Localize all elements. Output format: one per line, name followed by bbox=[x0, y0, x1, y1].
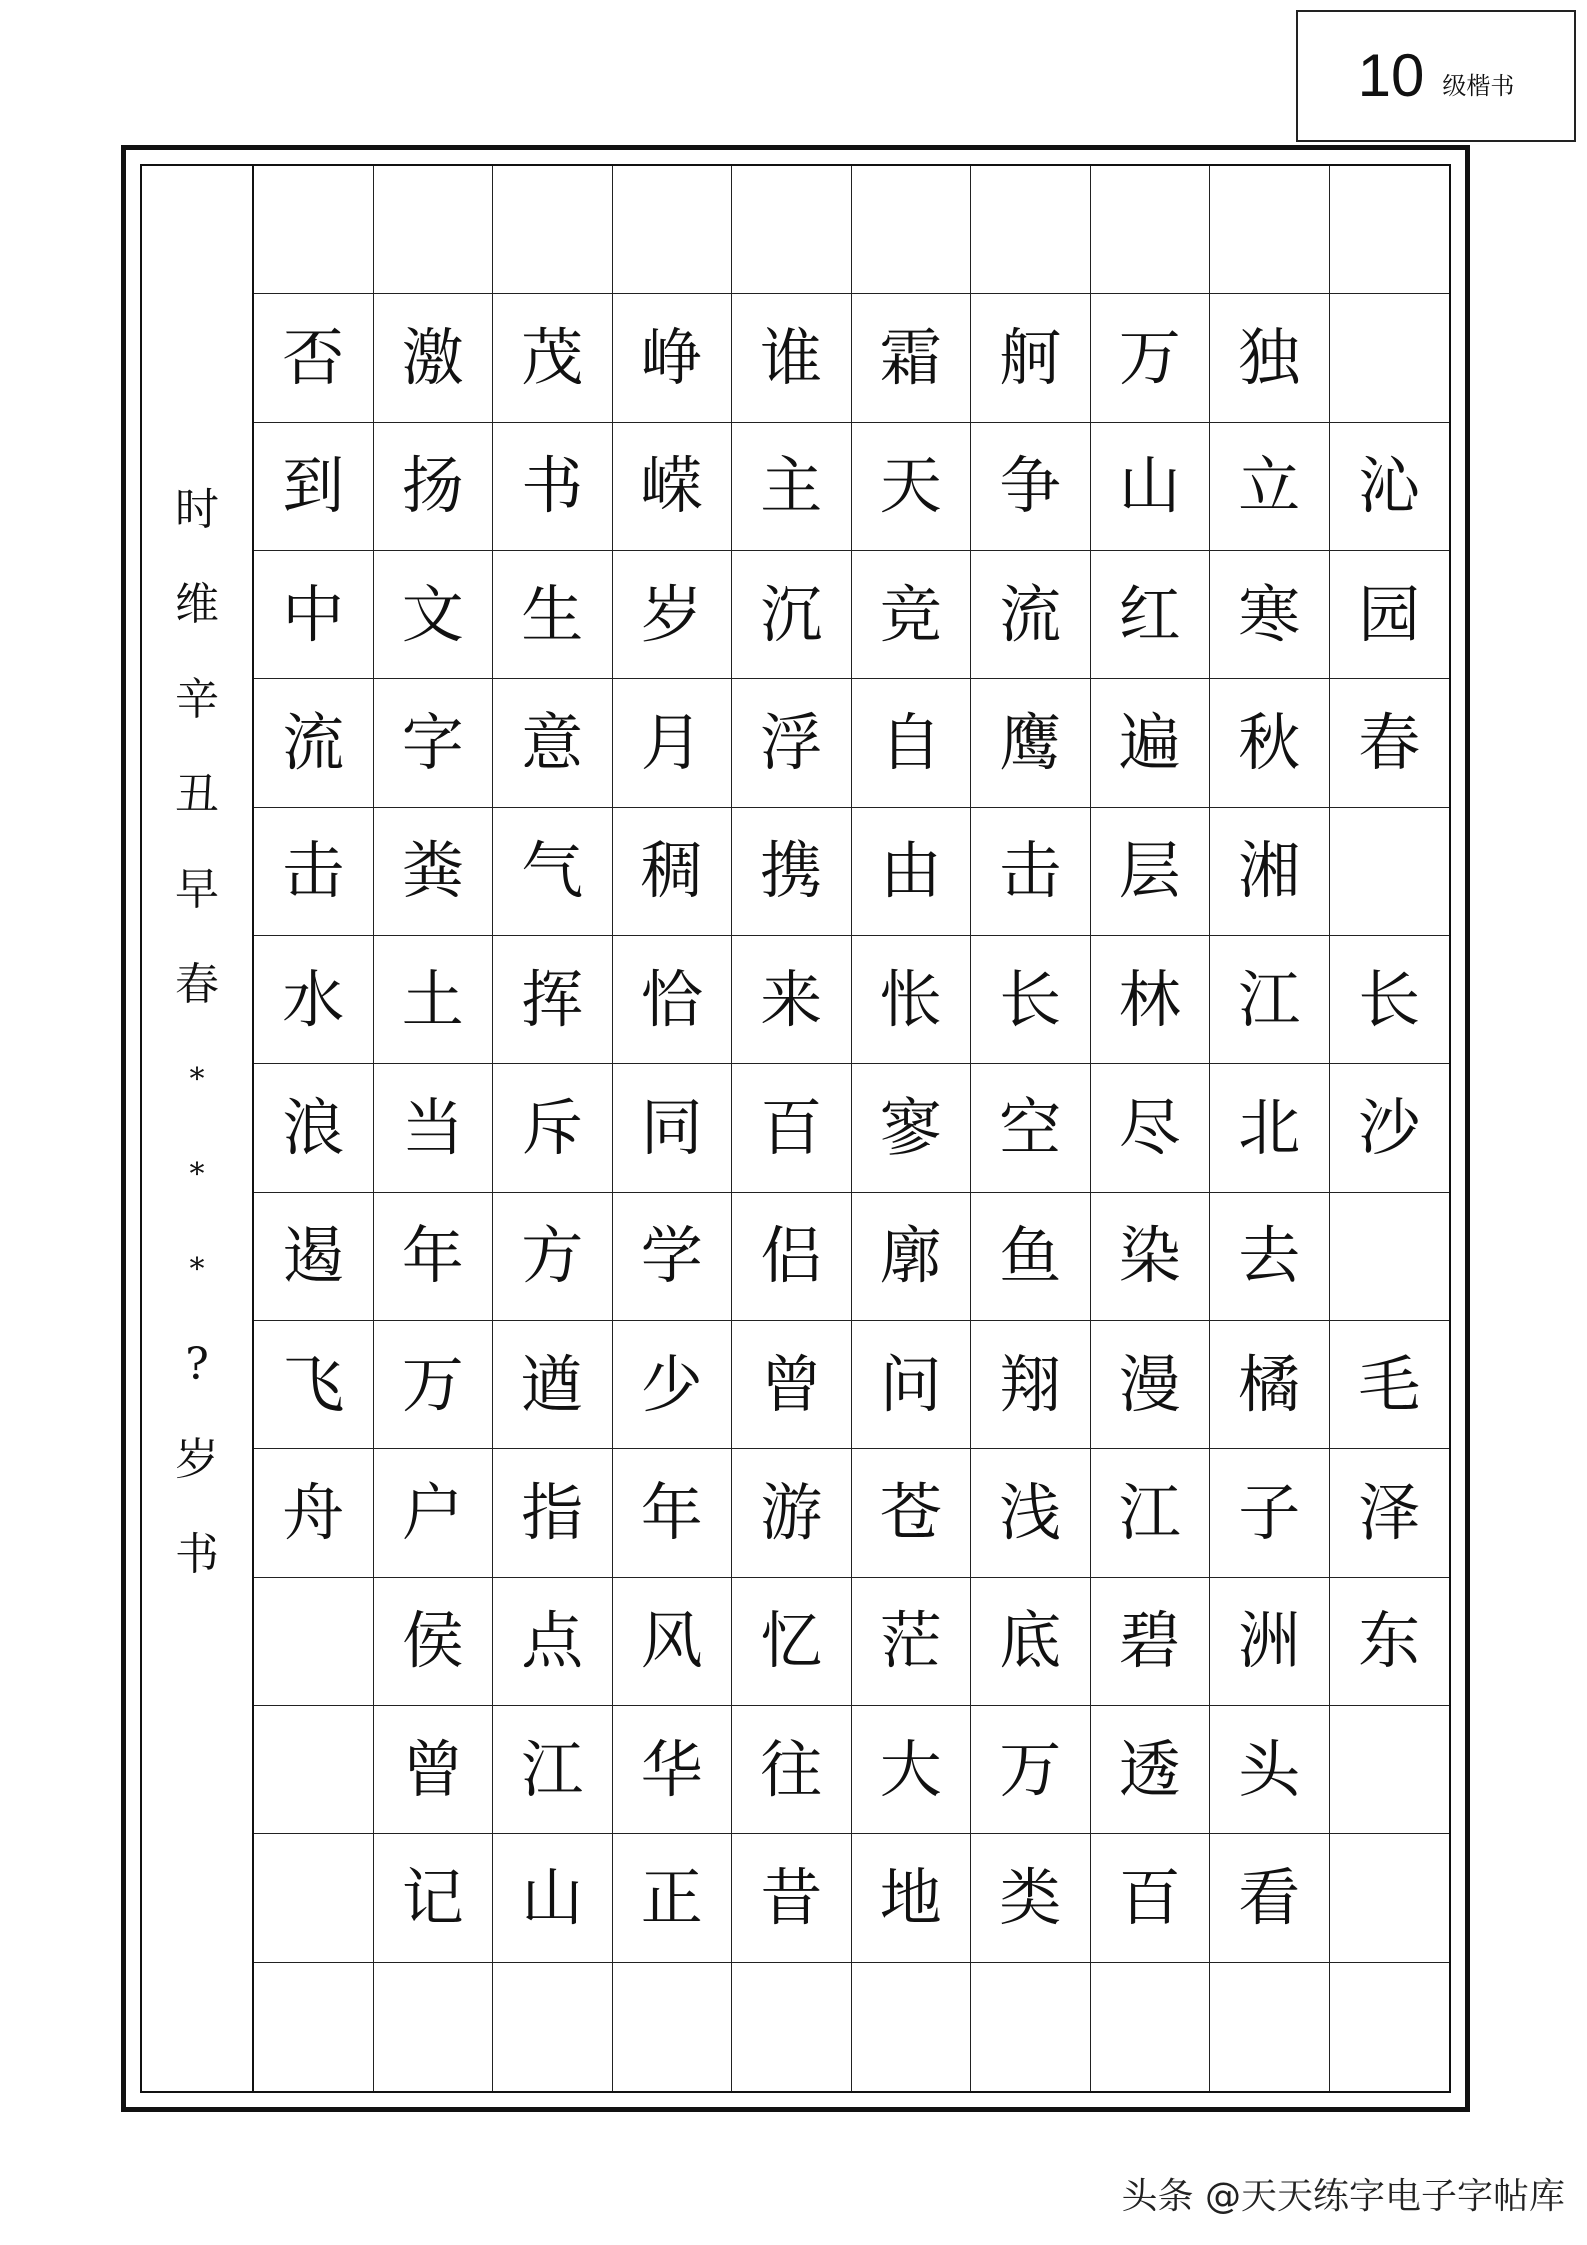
grid-cell: 类 bbox=[971, 1834, 1091, 1962]
grid-cell: 寥 bbox=[852, 1064, 972, 1192]
grid-cell: 江 bbox=[1210, 936, 1330, 1064]
grid-cell: 中 bbox=[254, 551, 374, 679]
copybook-frame bbox=[121, 145, 1470, 2112]
grid-cell: 头 bbox=[1210, 1706, 1330, 1834]
watermark: 头条 @天天练字电子字帖库 bbox=[1121, 2176, 1565, 2217]
grid-cell: 主 bbox=[732, 423, 852, 551]
grid-cell: 去 bbox=[1210, 1193, 1330, 1321]
grid-cell: 百 bbox=[1091, 1834, 1211, 1962]
grid-cell bbox=[1330, 1706, 1450, 1834]
grid-cell: 舟 bbox=[254, 1449, 374, 1577]
grid-cell: 指 bbox=[493, 1449, 613, 1577]
grid-cell: 尽 bbox=[1091, 1064, 1211, 1192]
grid-cell: 遒 bbox=[493, 1321, 613, 1449]
grid-cell: 鹰 bbox=[971, 679, 1091, 807]
grid-cell: 问 bbox=[852, 1321, 972, 1449]
grid-cell: 浮 bbox=[732, 679, 852, 807]
grid-cell: 自 bbox=[852, 679, 972, 807]
grid-cell bbox=[254, 1706, 374, 1834]
grid-cell: 毛 bbox=[1330, 1321, 1450, 1449]
grid-cell: 流 bbox=[971, 551, 1091, 679]
grid-cell: 沙 bbox=[1330, 1064, 1450, 1192]
grid-cell: 否 bbox=[254, 294, 374, 422]
grid-cell: 粪 bbox=[374, 808, 494, 936]
grid-cell: 往 bbox=[732, 1706, 852, 1834]
grid-cell: 风 bbox=[613, 1578, 733, 1706]
grid-cell bbox=[971, 1963, 1091, 2091]
grid-cell: 少 bbox=[613, 1321, 733, 1449]
grid-cell: 生 bbox=[493, 551, 613, 679]
grid-cell: 正 bbox=[613, 1834, 733, 1962]
grid-cell: 月 bbox=[613, 679, 733, 807]
grid-cell bbox=[1330, 294, 1450, 422]
grid-cell: 飞 bbox=[254, 1321, 374, 1449]
grid-cell: 看 bbox=[1210, 1834, 1330, 1962]
signature-char: * bbox=[189, 1157, 205, 1192]
signature-column bbox=[142, 166, 254, 2091]
grid-cell: 层 bbox=[1091, 808, 1211, 936]
grid-cell: 山 bbox=[1091, 423, 1211, 551]
signature-char: 维 bbox=[175, 579, 219, 630]
grid-cell: 流 bbox=[254, 679, 374, 807]
grid-cell: 山 bbox=[493, 1834, 613, 1962]
grid-cell: 春 bbox=[1330, 679, 1450, 807]
grid-cell bbox=[1210, 1963, 1330, 2091]
grid-cell bbox=[374, 166, 494, 294]
grid-cell: 碧 bbox=[1091, 1578, 1211, 1706]
grid-cell: 东 bbox=[1330, 1578, 1450, 1706]
grid-cell: 同 bbox=[613, 1064, 733, 1192]
grid-cell bbox=[1210, 166, 1330, 294]
grid-cell: 字 bbox=[374, 679, 494, 807]
grid-cell: 峥 bbox=[613, 294, 733, 422]
grid-cell: 争 bbox=[971, 423, 1091, 551]
grid-cell: 忆 bbox=[732, 1578, 852, 1706]
grid-cell: 鱼 bbox=[971, 1193, 1091, 1321]
grid-cell: 怅 bbox=[852, 936, 972, 1064]
grade-number: 10 bbox=[1357, 42, 1425, 109]
grid-cell: 万 bbox=[1091, 294, 1211, 422]
grid-cell: 漫 bbox=[1091, 1321, 1211, 1449]
grid-cell: 气 bbox=[493, 808, 613, 936]
grid-cell: 当 bbox=[374, 1064, 494, 1192]
grid-cell: 土 bbox=[374, 936, 494, 1064]
grid-cell: 水 bbox=[254, 936, 374, 1064]
grid-cell: 江 bbox=[493, 1706, 613, 1834]
grid-cell: 红 bbox=[1091, 551, 1211, 679]
grid-cell: 透 bbox=[1091, 1706, 1211, 1834]
grid-cell: 岁 bbox=[613, 551, 733, 679]
grid-cell: 户 bbox=[374, 1449, 494, 1577]
grid-cell bbox=[254, 1578, 374, 1706]
grid-cell bbox=[852, 166, 972, 294]
grid-cell: 谁 bbox=[732, 294, 852, 422]
grid-cell: 曾 bbox=[374, 1706, 494, 1834]
copybook-inner-frame bbox=[140, 164, 1451, 2093]
grid-cell: 廓 bbox=[852, 1193, 972, 1321]
grid-cell: 年 bbox=[613, 1449, 733, 1577]
grid-cell: 昔 bbox=[732, 1834, 852, 1962]
grid-cell: 洲 bbox=[1210, 1578, 1330, 1706]
signature-char: 辛 bbox=[175, 674, 219, 725]
grid-cell: 沉 bbox=[732, 551, 852, 679]
grid-cell: 子 bbox=[1210, 1449, 1330, 1577]
grid-cell: 遍 bbox=[1091, 679, 1211, 807]
grid-cell bbox=[1330, 166, 1450, 294]
practice-grid bbox=[254, 166, 1449, 2091]
grid-cell bbox=[374, 1963, 494, 2091]
grid-cell: 底 bbox=[971, 1578, 1091, 1706]
grid-cell bbox=[254, 1834, 374, 1962]
grid-cell: 到 bbox=[254, 423, 374, 551]
grid-cell: 年 bbox=[374, 1193, 494, 1321]
grid-cell: 游 bbox=[732, 1449, 852, 1577]
grid-cell bbox=[254, 166, 374, 294]
grid-cell: 点 bbox=[493, 1578, 613, 1706]
grid-cell: 林 bbox=[1091, 936, 1211, 1064]
grid-cell: 扬 bbox=[374, 423, 494, 551]
grid-cell bbox=[254, 1963, 374, 2091]
grid-cell: 华 bbox=[613, 1706, 733, 1834]
signature-char: 时 bbox=[175, 484, 219, 535]
grid-cell: 浅 bbox=[971, 1449, 1091, 1577]
signature-char: 春 bbox=[175, 959, 219, 1010]
signature-char: 书 bbox=[175, 1529, 219, 1580]
grid-cell: 地 bbox=[852, 1834, 972, 1962]
grade-label: 级楷书 bbox=[1442, 71, 1515, 100]
grid-cell: 方 bbox=[493, 1193, 613, 1321]
grid-cell: 挥 bbox=[493, 936, 613, 1064]
grid-cell: 记 bbox=[374, 1834, 494, 1962]
grid-cell bbox=[1091, 166, 1211, 294]
grid-cell: 浪 bbox=[254, 1064, 374, 1192]
grid-cell: 舸 bbox=[971, 294, 1091, 422]
grid-cell: 学 bbox=[613, 1193, 733, 1321]
grid-cell: 遏 bbox=[254, 1193, 374, 1321]
grid-cell: 园 bbox=[1330, 551, 1450, 679]
grid-cell: 寒 bbox=[1210, 551, 1330, 679]
grid-cell bbox=[613, 1963, 733, 2091]
grid-cell bbox=[732, 166, 852, 294]
grid-cell: 长 bbox=[971, 936, 1091, 1064]
grid-cell: 激 bbox=[374, 294, 494, 422]
grid-cell: 稠 bbox=[613, 808, 733, 936]
grid-cell: 来 bbox=[732, 936, 852, 1064]
grid-cell bbox=[493, 166, 613, 294]
grid-cell: 百 bbox=[732, 1064, 852, 1192]
signature-char: 早 bbox=[175, 864, 219, 915]
grid-cell: 橘 bbox=[1210, 1321, 1330, 1449]
grid-cell bbox=[1091, 1963, 1211, 2091]
grid-cell bbox=[493, 1963, 613, 2091]
grid-cell: 侣 bbox=[732, 1193, 852, 1321]
signature-char: 岁 bbox=[175, 1434, 219, 1485]
grid-cell: 由 bbox=[852, 808, 972, 936]
grid-cell: 茫 bbox=[852, 1578, 972, 1706]
grid-cell: 恰 bbox=[613, 936, 733, 1064]
grid-cell: 空 bbox=[971, 1064, 1091, 1192]
grid-cell bbox=[732, 1963, 852, 2091]
signature-char: * bbox=[189, 1062, 205, 1097]
grid-cell: 击 bbox=[254, 808, 374, 936]
grid-cell: 击 bbox=[971, 808, 1091, 936]
grid-cell: 意 bbox=[493, 679, 613, 807]
grid-cell: 秋 bbox=[1210, 679, 1330, 807]
grid-cell bbox=[1330, 1834, 1450, 1962]
grid-cell: 万 bbox=[374, 1321, 494, 1449]
grid-cell: 江 bbox=[1091, 1449, 1211, 1577]
grid-cell bbox=[1330, 808, 1450, 936]
grid-cell bbox=[1330, 1963, 1450, 2091]
grid-cell bbox=[971, 166, 1091, 294]
grid-cell: 侯 bbox=[374, 1578, 494, 1706]
grid-cell: 泽 bbox=[1330, 1449, 1450, 1577]
signature-char: 丑 bbox=[175, 769, 219, 820]
grid-cell: 立 bbox=[1210, 423, 1330, 551]
grid-cell: 湘 bbox=[1210, 808, 1330, 936]
grid-cell: 万 bbox=[971, 1706, 1091, 1834]
signature-char: * bbox=[189, 1252, 205, 1287]
grid-cell bbox=[613, 166, 733, 294]
grid-cell: 竞 bbox=[852, 551, 972, 679]
grid-cell: 翔 bbox=[971, 1321, 1091, 1449]
grid-cell: 沁 bbox=[1330, 423, 1450, 551]
grid-cell: 大 bbox=[852, 1706, 972, 1834]
grid-cell: 天 bbox=[852, 423, 972, 551]
grid-cell: 文 bbox=[374, 551, 494, 679]
grid-cell: 北 bbox=[1210, 1064, 1330, 1192]
grid-cell: 曾 bbox=[732, 1321, 852, 1449]
signature-text bbox=[142, 462, 252, 1602]
grid-cell bbox=[1330, 1193, 1450, 1321]
grade-box bbox=[1296, 10, 1576, 142]
grid-cell: 斥 bbox=[493, 1064, 613, 1192]
grid-cell: 茂 bbox=[493, 294, 613, 422]
signature-char: ? bbox=[185, 1339, 209, 1390]
grid-cell bbox=[852, 1963, 972, 2091]
grid-cell: 书 bbox=[493, 423, 613, 551]
grid-cell: 苍 bbox=[852, 1449, 972, 1577]
grid-cell: 嵘 bbox=[613, 423, 733, 551]
grid-cell: 携 bbox=[732, 808, 852, 936]
grid-cell: 霜 bbox=[852, 294, 972, 422]
grid-cell: 独 bbox=[1210, 294, 1330, 422]
grid-cell: 染 bbox=[1091, 1193, 1211, 1321]
grid-cell: 长 bbox=[1330, 936, 1450, 1064]
